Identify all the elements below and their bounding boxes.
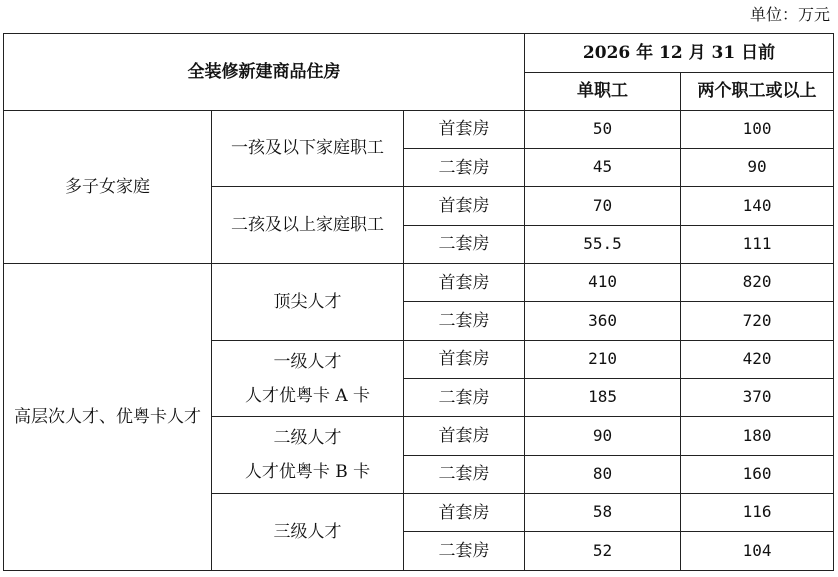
single-worker-value: 410 [525, 263, 681, 301]
single-worker-value: 90 [525, 417, 681, 455]
subgroup-name-line: 二孩及以上家庭职工 [231, 215, 384, 236]
house-type-cell: 二套房 [404, 148, 525, 186]
house-type-cell: 首套房 [404, 417, 525, 455]
house-type-cell: 首套房 [404, 340, 525, 378]
unit-label: 单位：万元 [749, 5, 830, 24]
house-type-cell: 二套房 [404, 225, 525, 263]
table-title: 全装修新建商品住房 [4, 34, 525, 111]
house-type-cell: 首套房 [404, 494, 525, 532]
double-worker-value: 420 [681, 340, 834, 378]
single-worker-value: 80 [525, 455, 681, 493]
subgroup-name [212, 110, 404, 187]
subgroup-name [212, 417, 404, 494]
subgroup-name-line: 人才优粤卡 A 卡 [244, 385, 371, 406]
single-worker-value: 70 [525, 187, 681, 225]
subgroup-name-line: 一孩及以下家庭职工 [231, 138, 384, 159]
double-worker-value: 111 [681, 225, 834, 263]
house-type-cell: 首套房 [404, 187, 525, 225]
single-worker-value: 360 [525, 302, 681, 340]
double-worker-value: 720 [681, 302, 834, 340]
loan-limit-table [3, 33, 834, 571]
subgroup-name-line: 人才优粤卡 B 卡 [244, 462, 371, 483]
double-worker-value: 104 [681, 532, 834, 571]
house-type-cell: 二套房 [404, 379, 525, 417]
group-name: 高层次人才、优粤卡人才 [4, 263, 212, 570]
double-worker-value: 90 [681, 148, 834, 186]
single-worker-value: 58 [525, 494, 681, 532]
single-worker-value: 52 [525, 532, 681, 571]
double-worker-value: 100 [681, 110, 834, 148]
double-worker-value: 180 [681, 417, 834, 455]
double-worker-value: 370 [681, 379, 834, 417]
subgroup-name-line: 三级人才 [273, 522, 342, 543]
subgroup-name [212, 187, 404, 264]
single-worker-value: 185 [525, 379, 681, 417]
subgroup-name [212, 340, 404, 417]
double-worker-value: 140 [681, 187, 834, 225]
double-worker-value: 116 [681, 494, 834, 532]
house-type-cell: 二套房 [404, 302, 525, 340]
double-worker-value: 160 [681, 455, 834, 493]
single-worker-value: 55.5 [525, 225, 681, 263]
subgroup-name [212, 263, 404, 340]
table-row [4, 263, 834, 301]
house-type-cell: 首套房 [404, 263, 525, 301]
double-worker-header: 两个职工或以上 [681, 72, 834, 110]
subgroup-name-line: 顶尖人才 [273, 291, 342, 312]
deadline-header: 2026 年 12 月 31 日前 [525, 34, 834, 73]
double-worker-value: 820 [681, 263, 834, 301]
subgroup-name-line: 一级人才 [273, 351, 342, 372]
subgroup-name [212, 494, 404, 571]
house-type-cell: 首套房 [404, 110, 525, 148]
single-worker-value: 50 [525, 110, 681, 148]
table-row [4, 110, 834, 148]
single-worker-header: 单职工 [525, 72, 681, 110]
single-worker-value: 210 [525, 340, 681, 378]
group-name: 多子女家庭 [4, 110, 212, 263]
house-type-cell: 二套房 [404, 455, 525, 493]
single-worker-value: 45 [525, 148, 681, 186]
subgroup-name-line: 二级人才 [273, 428, 342, 449]
house-type-cell: 二套房 [404, 532, 525, 571]
